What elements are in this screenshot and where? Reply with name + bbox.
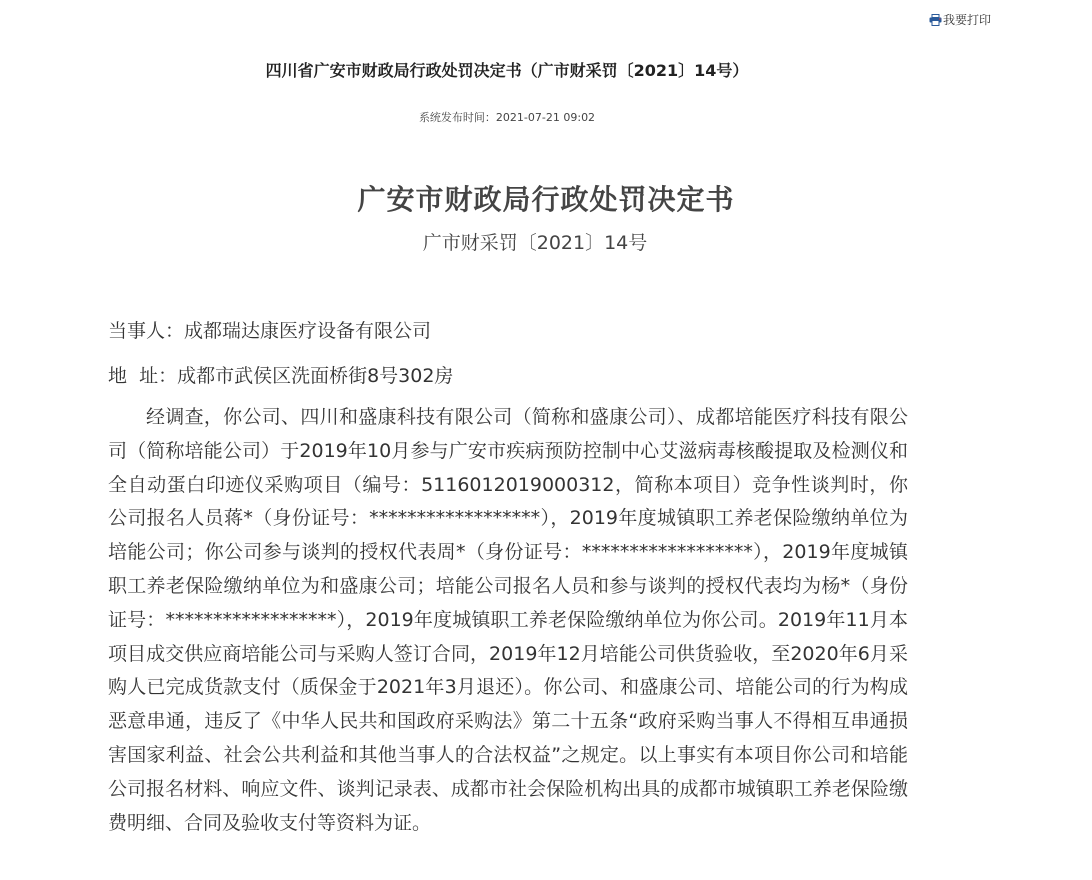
publish-time: 系统发布时间：2021-07-21 09:02 xyxy=(418,111,596,124)
document-number: 广市财采罚〔2021〕14号 xyxy=(422,232,648,254)
party-name: 当事人：成都瑞达康医疗设备有限公司 xyxy=(108,320,432,342)
document-heading: 广安市财政局行政处罚决定书 xyxy=(357,183,735,216)
investigation-paragraph: 经调查，你公司、四川和盛康科技有限公司（简称和盛康公司）、成都培能医疗科技有限公司（简称培能公司）于2019年10月参与广安市疾病预防控制中心艾滋病毒核酸提取及检测仪和全自动蛋白印迹仪采购项目（编号：5116012019000312，简称本项目）竞争性谈判时，你公司报名人员蒋*（身份证号：******************），2019年度城镇职工养老保险缴纳单位为培能公司；你公司参与谈判的授权代表周*（身份证号：******************），2019年度城镇职工养老保险缴纳单位为和盛康公司；培能公司报名人员和参与谈判的授权代表均为杨*（身份证号：******************），2019年度城镇职工养老保险缴纳单位为你公司。2019年11月本项目成交供应商培能公司与采购人签订合同，2019年12月培能公司供货验收，至2020年6月采购人已完成货款支付（质保金于2021年3月退还）。你公司、和盛康公司、培能公司的行为构成恶意串通，违反了《中华人民共和国政府采购法》第二十五条“政府采购当事人不得相互串通损害国家利益、社会公共利益和其他当事人的合法权益”之规定。以上事实有本项目你公司和培能公司报名材料、响应文件、谈判记录表、成都市社会保险机构出具的成都市城镇职工养老保险缴费明细、合同及验收支付等资料为证。 xyxy=(108,406,908,834)
print-label[interactable]: 我要打印 xyxy=(943,13,992,27)
page-title: 四川省广安市财政局行政处罚决定书（广市财采罚〔2021〕14号） xyxy=(265,61,749,80)
print-button[interactable] xyxy=(929,11,991,28)
party-address: 地 址：成都市武侯区洗面桥街8号302房 xyxy=(108,365,454,387)
printer-icon xyxy=(929,13,943,27)
